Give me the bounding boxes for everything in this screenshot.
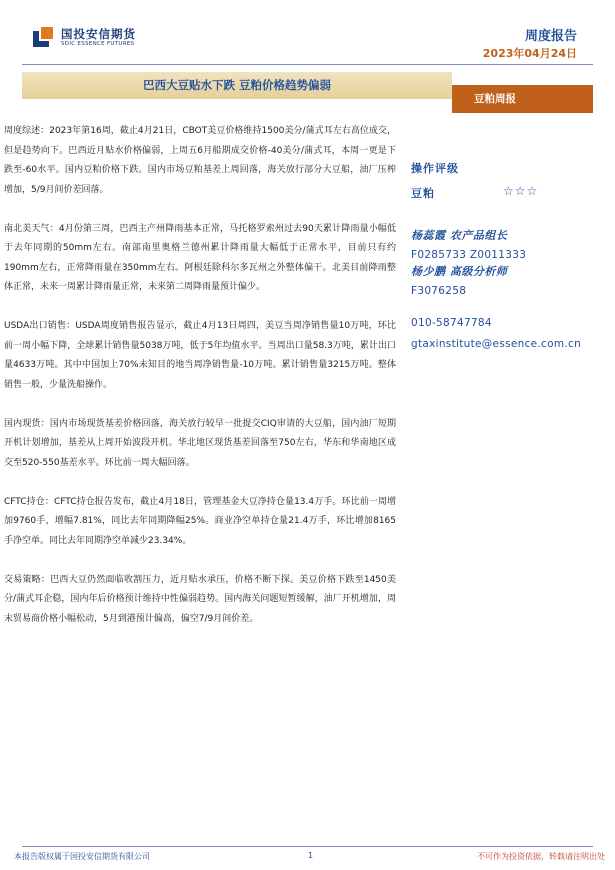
paragraph-usda-export: USDA出口销售：USDA周度销售报告显示，截止4月13日周四，美豆当周净销售量10万吨，环比前一周小幅下降，全球累计销售量5038万吨，低于5年均值水平。当周出口量58.3万吨，累计出口量4633万吨。其中中国加上70%未知目的地当周净销售量-10万吨。累计销售量3215万吨。整体销售一般，少量洗船操作。 [4,321,396,390]
report-date: 2023年04月24日 [482,47,577,60]
logo-mark-icon [31,25,55,49]
rating-stars-icon: ☆☆☆ [503,184,539,198]
analyst-primary: 杨蕊霞 农产品组长 [411,229,508,242]
rating-commodity: 豆粕 [411,187,435,200]
paragraph-trading-strategy: 交易策略：巴西大豆仍然面临收割压力，近月贴水承压，价格不断下探。美豆价格下跌至1450美分/蒲式耳企稳，国内年后价格预计维持中性偏弱趋势。国内海关问题短暂缓解，油厂开机增加，周末贸易商价格小幅松动，5月到港预计偏高，偏空7/9月间价差。 [4,574,396,624]
paragraph-cftc-position: CFTC持仓：CFTC持仓报告发布，截止4月18日，管理基金大豆净持仓量13.4万手。环比前一周增加9760手，增幅7.81%，同比去年同期降幅25%。商业净空单持仓量21.4万手，环比增加8165手净空单。同比去年同期净空单减少23.34%。 [4,496,396,546]
paragraph-weather: 南北美天气：4月份第三周，巴西主产州降雨基本正常，马托格罗索州过去90天累计降雨量小幅低于去年同期的50mm左右。南部南里奥格兰德州累计降雨量大幅低于正常水平，目前只有约190mm左右，正常降雨量在350mm左右。阿根廷除科尔多瓦州之外整体偏干。北美目前降雨整体正常，未来一周累计降雨量正常，未来第二周降雨量预计偏少。 [4,223,396,292]
rating-row [411,185,611,201]
analyst-secondary: 杨少鹏 高级分析师 [411,265,508,278]
logo-chinese-name: 国投安信期货 [61,27,136,41]
analyst-primary-cert: F0285733 Z0011333 [411,249,527,261]
rating-title: 操作评级 [411,162,459,175]
title-band [22,72,452,99]
paragraph-weekly-summary: 周度综述：2023年第16周，截止4月21日，CBOT美豆价格维持1500美分/蒲式耳左右高位成交，但是趋势向下。巴西近月贴水价格偏弱，上周五6月船期成交价格-40美分/蒲式耳，本周一更是下跌至-60水平。国内豆粕价格下跌。国内市场豆粕基差上周回落，海关放行部分大豆船，油厂压榨增加，5/9月间价差回落。 [4,126,396,195]
logo-english-name: SDIC ESSENCE FUTURES [61,41,135,47]
sidebar [411,160,611,350]
report-body [4,122,396,629]
footer-divider [22,846,593,847]
category-tag [452,85,593,113]
paragraph-domestic-spot: 国内现货：国内市场现货基差价格回落，海关放行较早一批提交CIQ审请的大豆船，国内油厂短期开机计划增加，基差从上周开始波段开机。华北地区现货基差回落至750左右，华东和华南地区成交至520-550基差水平。环比前一周大幅回落。 [4,418,396,468]
report-type: 周度报告 [524,29,577,44]
report-headline: 巴西大豆贴水下跌 豆粕价格趋势偏弱 [142,78,331,92]
analyst-secondary-cert: F3076258 [411,285,467,297]
disclaimer-notice: 不可作为投资依据，转载请注明出处 [477,852,605,861]
copyright-notice: 本报告版权属于国投安信期货有限公司 [14,852,150,861]
contact-phone: 010-58747784 [411,317,492,329]
contact-email[interactable]: gtaxinstitute@essence.com.cn [411,338,582,350]
category-tag-label: 豆粕周报 [474,93,516,105]
page-number: 1 [308,851,314,860]
header-divider [22,64,593,65]
company-logo [31,24,161,54]
